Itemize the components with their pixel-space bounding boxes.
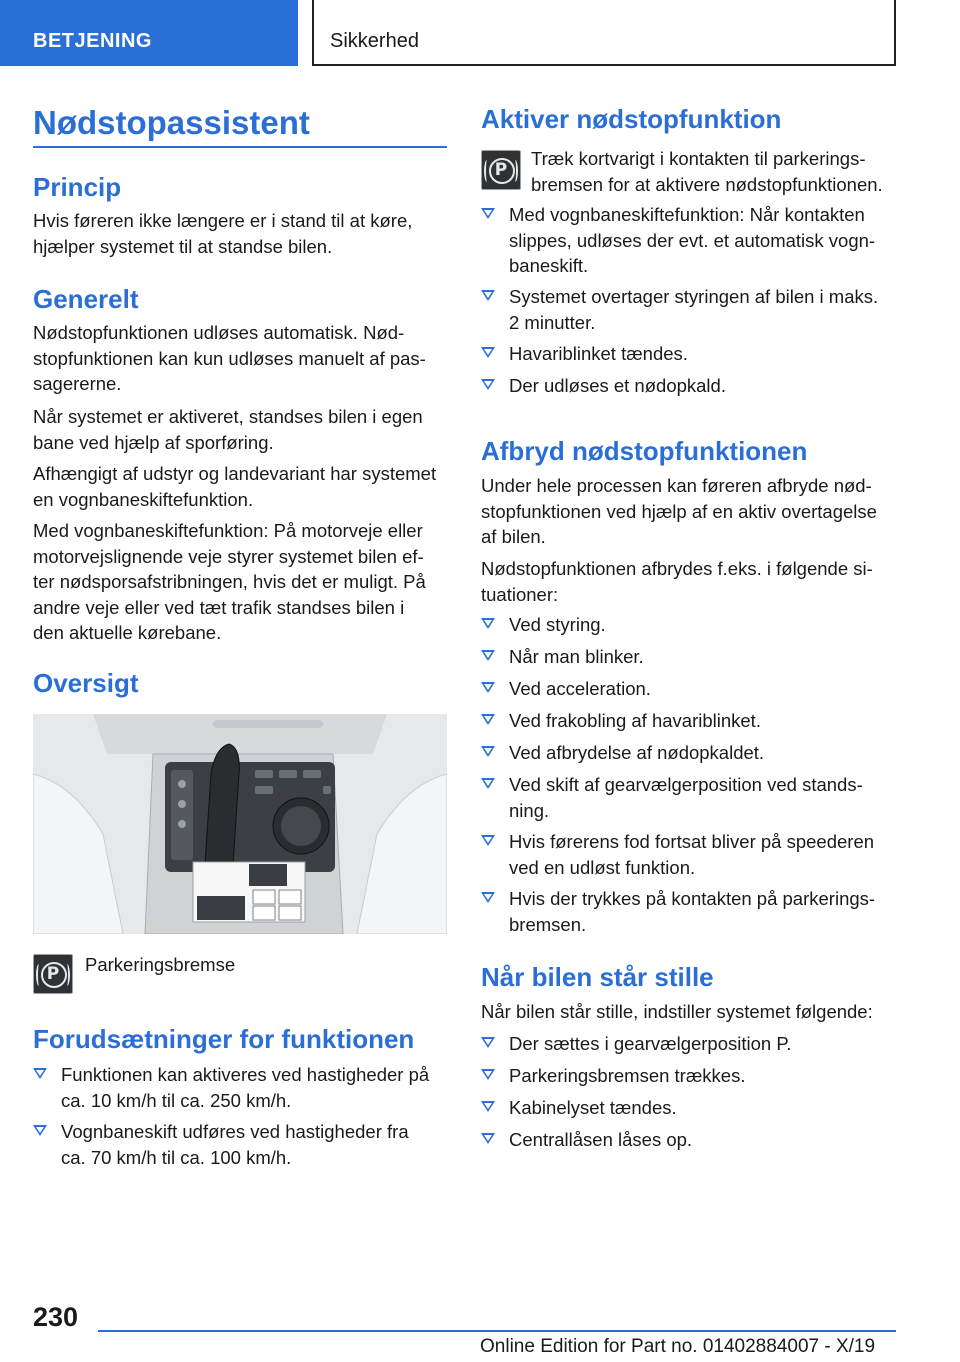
text-line: Systemet overtager styringen af bilen i maks. xyxy=(509,286,879,307)
list-item xyxy=(481,772,901,823)
text-line: Funktionen kan aktiveres ved hastigheder på xyxy=(61,1064,430,1085)
list-item xyxy=(481,886,901,937)
list-item xyxy=(481,644,901,670)
parking-brake-icon: P xyxy=(33,954,73,994)
text-line: slippes, udløses der evt. et automatisk vogn- xyxy=(509,229,876,251)
bullet-triangle-icon xyxy=(33,1068,47,1079)
paragraph-generelt-2 xyxy=(33,404,453,455)
text-line: Kabinelyset tændes. xyxy=(509,1097,677,1118)
list-item xyxy=(481,284,901,335)
parking-brake-icon: P xyxy=(481,150,521,190)
text-line: bane ved hjælp af sporføring. xyxy=(33,431,274,453)
bullet-triangle-icon xyxy=(481,714,495,725)
footer-rule xyxy=(98,1330,896,1332)
bullet-triangle-icon xyxy=(481,618,495,629)
paragraph-staar-intro xyxy=(481,999,901,1025)
list-item xyxy=(481,740,901,766)
text-line: ter nødsporsafstribningen, hvis det er muligt. På xyxy=(33,571,426,592)
bullet-triangle-icon xyxy=(481,892,495,903)
center-console-illustration xyxy=(33,714,447,934)
list-item xyxy=(33,1062,453,1113)
footer-edition: Online Edition for Part no. 01402884007 - X/19 xyxy=(480,1336,876,1357)
bullet-triangle-icon xyxy=(481,1101,495,1112)
bullet-triangle-icon xyxy=(481,379,495,390)
paragraph-afbryd-1 xyxy=(481,473,901,550)
text-line: ning. xyxy=(509,799,550,821)
text-line: 2 minutter. xyxy=(509,311,596,333)
list-item xyxy=(481,708,901,734)
text-line: andre veje eller ved tæt trafik standses bilen i xyxy=(33,596,405,618)
text-line: Når man blinker. xyxy=(509,646,644,667)
list-item xyxy=(481,202,901,279)
heading-forudsaetninger: Forudsætninger for funktionen xyxy=(33,1024,415,1054)
text-line: Der sættes i gearvælgerposition P. xyxy=(509,1033,792,1054)
text-line: stopfunktionen kan kun udløses manuelt af pas- xyxy=(33,347,426,369)
bullet-triangle-icon xyxy=(481,682,495,693)
text-line: Når bilen står stille, indstiller systemet følgende: xyxy=(481,1001,873,1022)
heading-aktiver: Aktiver nødstopfunktion xyxy=(481,104,782,134)
text-line: Der udløses et nødopkald. xyxy=(509,375,726,396)
header-section-label: BETJENING xyxy=(33,30,152,52)
text-line: Nødstopfunktionen afbrydes f.eks. i følgende si- xyxy=(481,558,873,579)
text-line: Vognbaneskift udføres ved hastigheder fra xyxy=(61,1121,409,1142)
text-line: Med vognbaneskiftefunktion: På motorveje eller xyxy=(33,520,423,541)
text-line: en vognbaneskiftefunktion. xyxy=(33,488,254,510)
text-line: ca. 10 km/h til ca. 250 km/h. xyxy=(61,1089,292,1111)
text-line: Nødstopfunktionen udløses automatisk. Nød- xyxy=(33,322,405,343)
list-item xyxy=(481,676,901,702)
text-line: Ved frakobling af havariblinket. xyxy=(509,710,761,731)
text-line: Afhængigt af udstyr og landevariant har systemet xyxy=(33,463,437,484)
heading-oversigt: Oversigt xyxy=(33,668,139,698)
header-chapter-tab xyxy=(312,0,896,66)
text-line: Havariblinket tændes. xyxy=(509,343,688,364)
paragraph-generelt-3 xyxy=(33,461,453,512)
list-item xyxy=(481,373,901,399)
text-line: sagererne. xyxy=(33,373,122,394)
text-line: stopfunktionen ved hjælp af en aktiv overtagelse xyxy=(481,500,877,522)
paragraph-generelt-1 xyxy=(33,320,453,397)
bullet-triangle-icon xyxy=(33,1125,47,1136)
header-section-tab xyxy=(0,0,298,66)
list-item xyxy=(481,1095,901,1121)
heading-staar-stille: Når bilen står stille xyxy=(481,962,714,992)
page-title: Nødstopassistent xyxy=(33,104,310,141)
text-line: Ved acceleration. xyxy=(509,678,651,699)
text-line: Træk kortvarigt i kontakten til parkerings- xyxy=(531,148,866,169)
list-item xyxy=(481,612,901,638)
bullet-triangle-icon xyxy=(481,746,495,757)
list-item xyxy=(481,341,901,367)
text-line: bremsen for at aktivere nødstopfunktionen. xyxy=(531,173,883,195)
title-rule xyxy=(33,146,447,148)
list-item xyxy=(481,829,901,880)
paragraph-afbryd-2 xyxy=(481,556,901,607)
paragraph-aktiver-intro xyxy=(531,146,901,197)
text-line: Centrallåsen låses op. xyxy=(509,1129,693,1150)
bullet-triangle-icon xyxy=(481,650,495,661)
text-line: Ved afbrydelse af nødopkaldet. xyxy=(509,742,765,763)
text-line: bremsen. xyxy=(509,913,587,935)
text-line: Parkeringsbremsen trækkes. xyxy=(509,1065,746,1086)
text-line: motorvejslignende veje styrer systemet bilen ef- xyxy=(33,545,424,567)
heading-afbryd: Afbryd nødstopfunktionen xyxy=(481,436,808,466)
bullet-triangle-icon xyxy=(481,347,495,358)
text-line: Når systemet er aktiveret, standses bilen i egen xyxy=(33,406,423,427)
text-line: Hvis føreren ikke længere er i stand til at køre, xyxy=(33,210,413,231)
text-line: ca. 70 km/h til ca. 100 km/h. xyxy=(61,1146,292,1168)
console-drawing xyxy=(33,714,447,934)
heading-generelt: Generelt xyxy=(33,284,139,314)
text-line: af bilen. xyxy=(481,526,546,547)
text-line: ved en udløst funktion. xyxy=(509,856,696,878)
text-line: Hvis der trykkes på kontakten på parkerings- xyxy=(509,888,876,909)
bullet-triangle-icon xyxy=(481,778,495,789)
text-line: Ved skift af gearvælgerposition ved stands- xyxy=(509,774,863,795)
bullet-triangle-icon xyxy=(481,835,495,846)
paragraph-princip xyxy=(33,208,453,259)
bullet-triangle-icon xyxy=(481,1037,495,1048)
bullet-triangle-icon xyxy=(481,1133,495,1144)
list-item xyxy=(481,1063,901,1089)
page-number: 230 xyxy=(33,1302,79,1332)
list-item xyxy=(481,1127,901,1153)
text-line: tuationer: xyxy=(481,583,559,605)
text-line: Ved styring. xyxy=(509,614,606,635)
bullet-triangle-icon xyxy=(481,290,495,301)
list-item xyxy=(481,1031,901,1057)
text-line: Hvis førerens fod fortsat bliver på speederen xyxy=(509,831,875,852)
list-item xyxy=(33,1119,453,1170)
text-line: Under hele processen kan føreren afbryde nød- xyxy=(481,475,872,496)
text-line: den aktuelle kørebane. xyxy=(33,622,222,643)
text-line: hjælper systemet til at standse bilen. xyxy=(33,235,333,257)
bullet-triangle-icon xyxy=(481,208,495,219)
parking-brake-label: Parkeringsbremse xyxy=(85,954,236,975)
heading-princip: Princip xyxy=(33,172,122,202)
header-chapter-label: Sikkerhed xyxy=(330,30,419,52)
bullet-triangle-icon xyxy=(481,1069,495,1080)
text-line: baneskift. xyxy=(509,255,589,276)
text-line: Med vognbaneskiftefunktion: Når kontakten xyxy=(509,204,865,225)
paragraph-generelt-4 xyxy=(33,518,453,646)
